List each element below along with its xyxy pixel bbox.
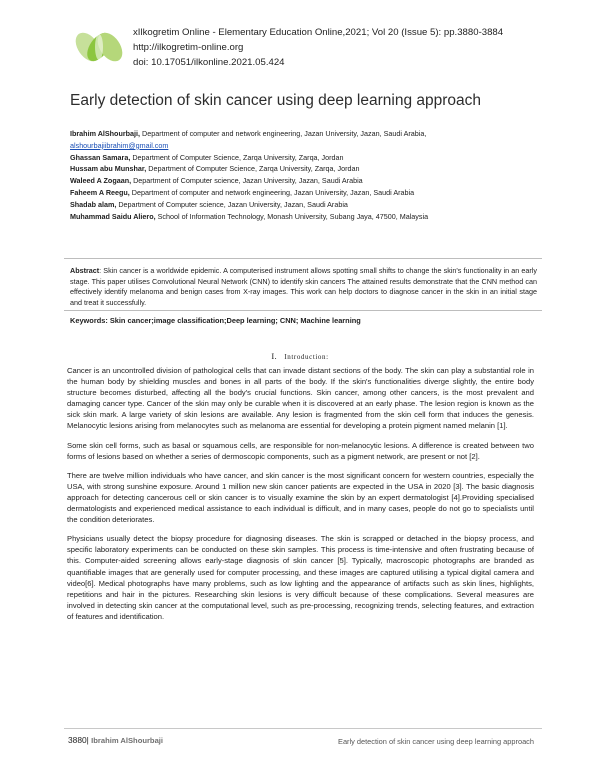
journal-url[interactable]: http://ilkogretim-online.org (133, 42, 244, 53)
running-title: Early detection of skin cancer using deep learning approach (338, 737, 534, 746)
abstract-text: : Skin cancer is a worldwide epidemic. A computerised instrument allows spotting small shifts to change the skin's functionality in an early stage. This paper utilises Convolutional Neural Network (CNN) to identify skin cancers The attained results demonstrate that the CNN method can effectively identify melanoma and benign cases from X-ray images. This work can help doctors to diagnose cancer in the skin in an initial stage and treat it successfully. (70, 266, 537, 307)
paragraph: Physicians usually detect the biopsy procedure for diagnosing diseases. The skin is scrapped or detached in the biopsy process, and specific laboratory experiments can be conducted on these skin samples. This process is time-intensive and often frustrating because of this. Computer-aided screening allows early-stage diagnosis of skin cancer [5]. Typically, macroscopic photographs are branded as quantifiable images that are generally used for computer processing, and these images are captured utilising a typical digital camera and video[6]. Medical photographs have many problems, such as low lighting and the appearance of artifacts such as skin lines, highlights, repetitions and hair in the pictures. Researching skin lesions is very difficult because of these complications. Several measures are involved in detecting skin cancer at the computational level, such as pre-processing, recognizing trends, selecting features, and extraction of features and identification. (67, 534, 534, 621)
footer-page-info (68, 735, 163, 745)
author-entry: Muhammad Saidu Aliero, School of Information Technology, Monash University, Subang Jaya, 47500, Malaysia (70, 211, 429, 221)
author-entry: Waleed A Zogaan, Department of Computer science, Jazan University, Jazan, Saudi Arabia (70, 176, 363, 186)
paragraph: Cancer is an uncontrolled division of pathological cells that can invade distant sections of the body. The skin can play a substantial role in the human body by shielding muscles and bones in all parts of the body. If the skin's functionalities diverge slightly, the entire body structure becomes disturbed, affecting all the body's crucial functions. Skin cancer, among other cancers, is the most prevalent and damaging cancer type. Cancer of the skin may only be curable when it is discovered at an early phase. The lesion region is known as the sick skin mark. A large variety of skin lesions are available. Any lesion is fragmented from the skin cell form that induces the genesis. Melanocytic lesions arising from melanocytes such as melanoma are essential for developing a protein pigment named melanin [1]. (67, 366, 534, 431)
paragraph: Some skin cell forms, such as basal or squamous cells, are responsible for non-melanocytic lesions. A difference is created between two forms of lesions based on whether a series of dermoscopic components, such as a pigment network, are present or not [2]. (67, 440, 534, 461)
author-entry: Shadab alam, Department of Computer science, Jazan University, Jazan, Saudi Arabia (70, 199, 348, 209)
paragraph: There are twelve million individuals who have cancer, and skin cancer is the most significant concern for western countries, especially the USA, with strong sunshine exposure. Around 1 million new skin cancer patients are expected in the USA in 2020 [3]. The basic diagnosis approach for detecting cancerous cell or skin cancer is to visually examine the skin by an expert dermatologist [4].Providing specialised dermatologists and experienced medical assistance to each individual is difficult, and in many cases, people do not go to specialists until the condition deteriorates. (67, 470, 534, 525)
author-entry: Ghassan Samara, Department of Computer Science, Zarqa University, Zarqa, Jordan (70, 152, 344, 162)
author-entry: Hussam abu Munshar, Department of Computer Science, Zarqa University, Zarqa, Jordan (70, 164, 360, 174)
journal-logo-icon (74, 28, 124, 66)
page-number: 3880| (68, 735, 89, 745)
keywords: Keywords: Skin cancer;image classification;Deep learning; CNN; Machine learning (70, 316, 361, 325)
journal-citation: xIlkogretim Online - Elementary Education Online,2021; Vol 20 (Issue 5): pp.3880-3884 (133, 27, 504, 38)
divider (64, 310, 542, 311)
author-entry: Ibrahim AlShourbaji, Department of computer and network engineering, Jazan University, Jazan, Saudi Arabia, alshourbajiibrahim@gmail.com (70, 129, 427, 150)
author-list (70, 128, 540, 222)
paper-title: Early detection of skin cancer using deep learning approach (70, 92, 482, 109)
abstract (70, 266, 537, 308)
abstract-label: Abstract (70, 266, 100, 275)
author-email-link[interactable]: alshourbajiibrahim@gmail.com (70, 140, 169, 150)
body-text (67, 365, 534, 630)
doi: doi: 10.17051/ilkonline.2021.05.424 (133, 57, 285, 68)
section-heading: I. Introduction: (271, 351, 329, 361)
footer-divider (64, 728, 542, 729)
journal-header (74, 22, 544, 82)
divider (64, 258, 542, 259)
author-entry: Faheem A Reegu, Department of computer and network engineering, Jazan University, Jazan, Saudi Arabia (70, 187, 415, 197)
footer-author: Ibrahim AlShourbaji (91, 736, 164, 745)
